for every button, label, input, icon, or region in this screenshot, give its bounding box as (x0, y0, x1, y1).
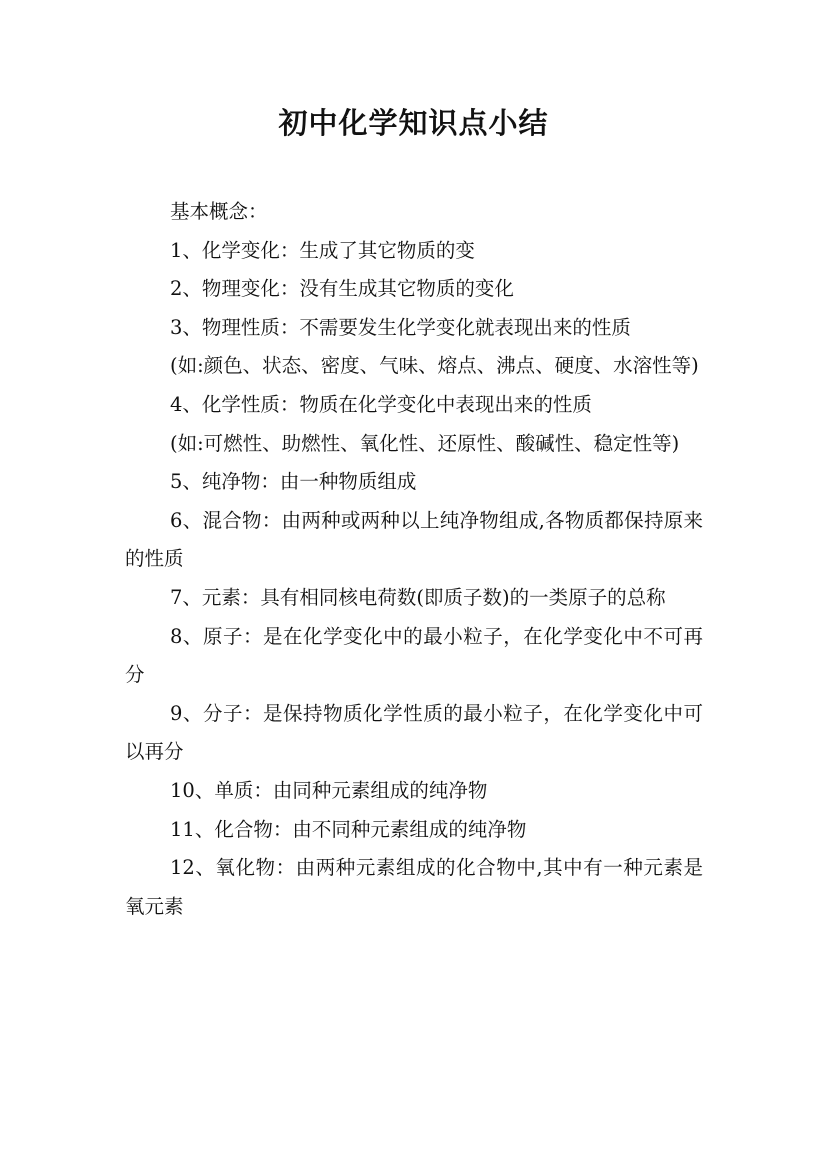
document-body (125, 193, 703, 926)
paragraph-basic-concepts: 基本概念： (170, 200, 268, 223)
paragraph-chemical-change: 1、化学变化：生成了其它物质的变 (170, 238, 475, 262)
paragraph-physical-change: 2、物理变化：没有生成其它物质的变化 (170, 277, 514, 301)
paragraph-pure-substance: 5、纯净物：由一种物质组成 (170, 470, 417, 494)
paragraph-simple-substance: 10、单质：由同种元素组成的纯净物 (170, 778, 488, 802)
paragraph-mixture: 6、混合物：由两种或两种以上纯净物组成,各物质都保持原来的性质 (125, 508, 703, 571)
paragraph-chemical-property-examples: (如:可燃性、助燃性、氧化性、还原性、酸碱性、稳定性等) (170, 431, 680, 455)
paragraph-chemical-property: 4、化学性质：物质在化学变化中表现出来的性质 (170, 392, 592, 416)
document-title: 初中化学知识点小结 (278, 106, 549, 140)
paragraph-molecule: 9、分子：是保持物质化学性质的最小粒子，在化学变化中可以再分 (125, 701, 703, 764)
paragraph-compound: 11、化合物：由不同种元素组成的纯净物 (170, 817, 527, 841)
paragraph-atom: 8、原子：是在化学变化中的最小粒子，在化学变化中不可再分 (125, 624, 703, 687)
paragraph-physical-property: 3、物理性质：不需要发生化学变化就表现出来的性质 (170, 315, 631, 339)
paragraph-physical-property-examples: (如:颜色、状态、密度、气味、熔点、沸点、硬度、水溶性等) (170, 354, 699, 378)
paragraph-element: 7、元素：具有相同核电荷数(即质子数)的一类原子的总称 (170, 585, 666, 609)
paragraph-oxide: 12、氧化物：由两种元素组成的化合物中,其中有一种元素是氧元素 (125, 856, 703, 918)
